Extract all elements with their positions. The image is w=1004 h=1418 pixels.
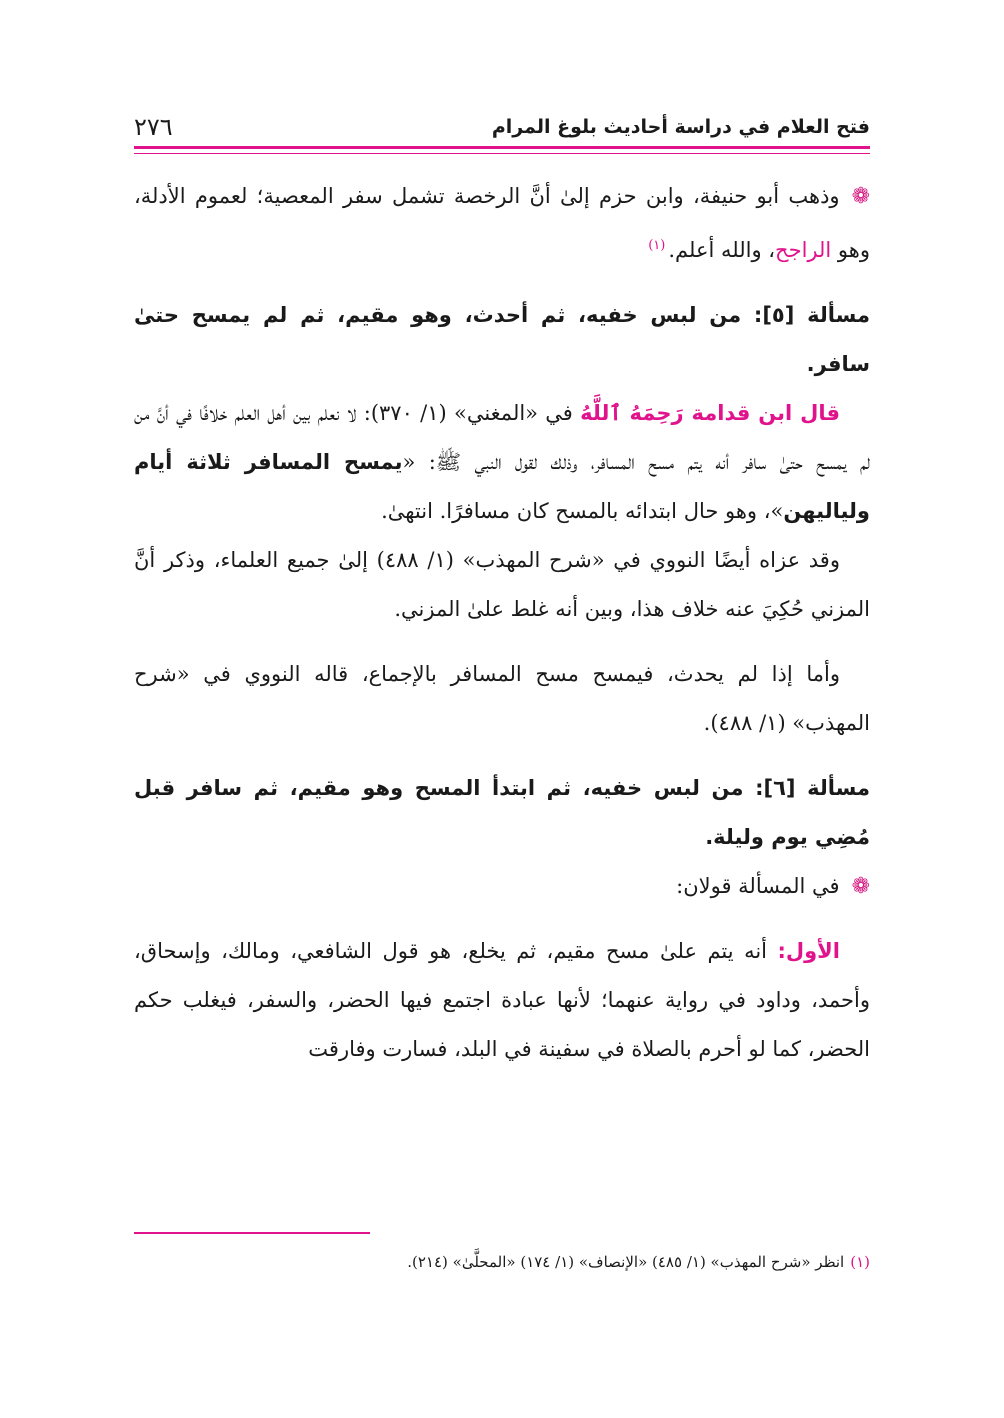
issue-6-text: من لبس خفيه، ثم ابتدأ المسح وهو مقيم، ثم سافر قبل مُضِي يوم وليلة. (134, 776, 870, 849)
paragraph-hanafi-view: ❁وذهب أبو حنيفة، وابن حزم إلىٰ أنَّ الرخصة تشمل سفر المعصية؛ لعموم الأدلة، وهو الراجح، والله أعلم.$^{(١)}$ (134, 184, 870, 262)
paragraph-two-views: ❁في المسألة قولان: (676, 874, 870, 899)
footnote (134, 1250, 870, 1274)
page-number: ٢٧٦ (134, 113, 173, 141)
footnote-text: انظر «شرح المهذب» (١/ ٤٨٥) «الإنصاف» (١/ ١٧٤) «المحلَّىٰ» (٢١٤). (407, 1253, 845, 1271)
preferred-opinion-highlight: الراجح (775, 238, 832, 262)
header-rule-thin (134, 153, 870, 154)
issue-6-label: مسألة [٦]: (755, 776, 870, 800)
paragraph-no-hadath: وأما إذا لم يحدث، فيمسح مسح المسافر بالإجماع، قاله النووي في «شرح المهذب» (١/ ٤٨٨). (134, 662, 870, 735)
issue-5-label: مسألة [٥]: (753, 303, 870, 327)
quoted-scholar: قال ابن قدامة رَحِمَهُ ٱللَّهُ (580, 401, 840, 425)
flower-ornament-icon: ❁ (851, 184, 870, 209)
issue-5-heading (134, 291, 870, 389)
book-title: فتح العلام في دراسة أحاديث بلوغ المرام (491, 116, 870, 138)
paragraph-ibn-qudama: قال ابن قدامة رَحِمَهُ ٱللَّهُ في «المغني» (١/ ٣٧٠): لا نعلم بين أهل العلم خلافًا في أنَّ من لم يمسح حتىٰ سافر أنه يتم مسح المسافر، وذلك لقول النبي ﷺ: «يمسح المسافر ثلاثة أيام ولياليهن»، وهو حال ابتدائه بالمسح كان مسافرًا. انتهىٰ. (134, 401, 870, 523)
header-rule-thick (134, 146, 870, 149)
footnote-separator (134, 1232, 370, 1234)
hadith-quote: يمسح المسافر ثلاثة أيام ولياليهن (134, 450, 870, 523)
flower-ornament-icon: ❁ (851, 874, 870, 899)
paragraph-first-view: الأول: أنه يتم علىٰ مسح مقيم، ثم يخلع، هو قول الشافعي، ومالك، وإسحاق، وأحمد، وداود في رواية عنهما؛ لأنها عبادة اجتمع فيها الحضر، والسفر، فيغلب حكم الحضر، كما لو أحرم بالصلاة في سفينة في البلد، فسارت وفارقت (134, 939, 870, 1061)
issue-5-text: من لبس خفيه، ثم أحدث، وهو مقيم، ثم لم يمسح حتىٰ سافر. (134, 303, 870, 376)
footnote-ref[interactable]: (١) (648, 238, 666, 253)
issue-6-heading (134, 764, 870, 862)
first-view-label: الأول: (777, 939, 840, 963)
footnote-number: (١) (850, 1253, 870, 1271)
paragraph-nawawi: وقد عزاه أيضًا النووي في «شرح المهذب» (١/ ٤٨٨) إلىٰ جميع العلماء، وذكر أنَّ المزني حُكِيَ عنه خلاف هذا، وبين أنه غلط علىٰ المزني. (134, 548, 870, 621)
main-text (134, 172, 870, 1074)
running-header (134, 112, 870, 142)
